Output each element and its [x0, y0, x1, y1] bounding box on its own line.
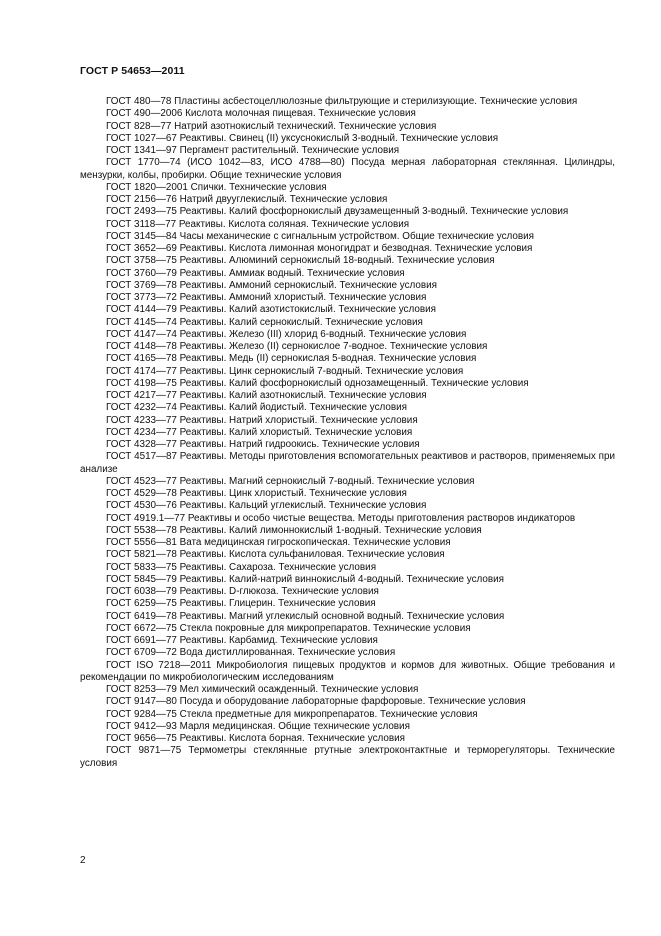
reference-item: ГОСТ 4174—77 Реактивы. Цинк сернокислый 7-водный. Технические условия	[106, 365, 464, 377]
reference-item: ГОСТ 4234—77 Реактивы. Калий хлористый. Технические условия	[106, 426, 413, 438]
reference-item: ГОСТ 4530—76 Реактивы. Кальций углекислый. Технические условия	[106, 500, 427, 512]
reference-item: ГОСТ 9284—75 Стекла предметные для микропрепаратов. Технические условия	[106, 708, 478, 720]
reference-item: ГОСТ 6672—75 Стекла покровные для микропрепаратов. Технические условия	[106, 622, 471, 634]
page-header-title: ГОСТ Р 54653—2011	[80, 65, 185, 77]
reference-item: ГОСТ 5833—75 Реактивы. Сахароза. Технические условия	[106, 561, 377, 573]
reference-item: ГОСТ 5821—78 Реактивы. Кислота сульфаниловая. Технические условия	[106, 549, 445, 561]
reference-item: ГОСТ ISO 7218—2011 Микробиология пищевых продуктов и кормов для животных. Общие требования и рекомендации по микробиологическим исследованиям	[80, 659, 615, 683]
reference-item: ГОСТ 4145—74 Реактивы. Калий сернокислый. Технические условия	[106, 316, 423, 328]
reference-item: ГОСТ 5556—81 Вата медицинская гигроскопическая. Технические условия	[106, 537, 451, 548]
reference-item: ГОСТ 1341—97 Пергамент растительный. Технические условия	[106, 145, 400, 156]
reference-item: ГОСТ 4217—77 Реактивы. Калий азотнокислый. Технические условия	[106, 390, 427, 401]
reference-item: ГОСТ 3760—79 Реактивы. Аммиак водный. Технические условия	[106, 267, 405, 279]
reference-item: ГОСТ 3773—72 Реактивы. Аммоний хлористый. Технические условия	[106, 292, 427, 303]
reference-item: ГОСТ 9871—75 Термометры стеклянные ртутные электроконтактные и терморегуляторы. Технические условия	[80, 745, 615, 769]
reference-item: ГОСТ 4198—75 Реактивы. Калий фосфорнокислый однозамещенный. Технические условия	[106, 377, 529, 389]
normative-references-list	[80, 96, 615, 770]
page-number: 2	[80, 855, 86, 866]
reference-item: ГОСТ 4147—74 Реактивы. Железо (III) хлорид 6-водный. Технические условия	[106, 328, 467, 340]
reference-item: ГОСТ 4529—78 Реактивы. Цинк хлористый. Технические условия	[106, 488, 407, 499]
reference-item: ГОСТ 9147—80 Посуда и оборудование лабораторные фарфоровые. Технические условия	[106, 696, 526, 708]
reference-item: ГОСТ 5845—79 Реактивы. Калий-натрий виннокислый 4-водный. Технические условия	[106, 573, 505, 585]
reference-item: ГОСТ 3652—69 Реактивы. Кислота лимонная моногидрат и безводная. Технические условия	[106, 243, 533, 254]
reference-item: ГОСТ 8253—79 Мел химический осажденный. Технические условия	[106, 684, 419, 695]
reference-item: ГОСТ 4148—78 Реактивы. Железо (II) сернокислое 7-водное. Технические условия	[106, 341, 488, 352]
reference-item: ГОСТ 4523—77 Реактивы. Магний сернокислый 7-водный. Технические условия	[106, 475, 475, 487]
reference-item: ГОСТ 4232—74 Реактивы. Калий йодистый. Технические условия	[106, 402, 408, 414]
reference-item: ГОСТ 4328—77 Реактивы. Натрий гидроокись. Технические условия	[106, 439, 420, 450]
reference-item: ГОСТ 490—2006 Кислота молочная пищевая. Технические условия	[106, 108, 416, 120]
reference-item: ГОСТ 828—77 Натрий азотнокислый технический. Технические условия	[106, 120, 437, 132]
reference-item: ГОСТ 6691—77 Реактивы. Карбамид. Технические условия	[106, 635, 378, 646]
reference-item: ГОСТ 4919.1—77 Реактивы и особо чистые вещества. Методы приготовления растворов индикаторов	[106, 512, 576, 524]
reference-item: ГОСТ 9656—75 Реактивы. Кислота борная. Технические условия	[106, 733, 406, 744]
reference-item: ГОСТ 4165—78 Реактивы. Медь (II) сернокислая 5-водная. Технические условия	[106, 353, 477, 365]
reference-item: ГОСТ 2156—76 Натрий двууглекислый. Технические условия	[106, 194, 388, 205]
reference-item: ГОСТ 2493—75 Реактивы. Калий фосфорнокислый двузамещенный 3-водный. Технические условия	[106, 206, 569, 218]
reference-item: ГОСТ 3758—75 Реактивы. Алюминий сернокислый 18-водный. Технические условия	[106, 255, 495, 267]
reference-item: ГОСТ 4233—77 Реактивы. Натрий хлористый. Технические условия	[106, 414, 418, 426]
reference-item: ГОСТ 3145—84 Часы механические с сигнальным устройством. Общие технические условия	[106, 230, 534, 242]
reference-item: ГОСТ 480—78 Пластины асбестоцеллюлозные фильтрующие и стерилизующие. Технические условия	[106, 96, 578, 107]
reference-item: ГОСТ 6709—72 Вода дистиллированная. Технические условия	[106, 647, 396, 659]
reference-item: ГОСТ 1027—67 Реактивы. Свинец (II) уксуснокислый 3-водный. Технические условия	[106, 132, 499, 144]
reference-item: ГОСТ 4144—79 Реактивы. Калий азотистокислый. Технические условия	[106, 304, 436, 316]
reference-item: ГОСТ 6419—78 Реактивы. Магний углекислый основной водный. Технические условия	[106, 610, 505, 622]
reference-item: ГОСТ 9412—93 Марля медицинская. Общие технические условия	[106, 720, 410, 732]
reference-item: ГОСТ 3769—78 Реактивы. Аммоний сернокислый. Технические условия	[106, 279, 437, 291]
reference-item: ГОСТ 5538—78 Реактивы. Калий лимоннокислый 1-водный. Технические условия	[106, 524, 482, 536]
reference-item: ГОСТ 1770—74 (ИСО 1042—83, ИСО 4788—80) Посуда мерная лабораторная стеклянная. Цилиндры, мензурки, колбы, пробирки. Общие технические условия	[80, 157, 615, 181]
reference-item: ГОСТ 1820—2001 Спички. Технические условия	[106, 181, 327, 193]
reference-item: ГОСТ 6038—79 Реактивы. D-глюкоза. Технические условия	[106, 586, 379, 597]
reference-item: ГОСТ 6259—75 Реактивы. Глицерин. Технические условия	[106, 598, 376, 610]
reference-item: ГОСТ 4517—87 Реактивы. Методы приготовления вспомогательных реактивов и растворов, применяемых при анализе	[80, 451, 615, 475]
reference-item: ГОСТ 3118—77 Реактивы. Кислота соляная. Технические условия	[106, 218, 410, 230]
